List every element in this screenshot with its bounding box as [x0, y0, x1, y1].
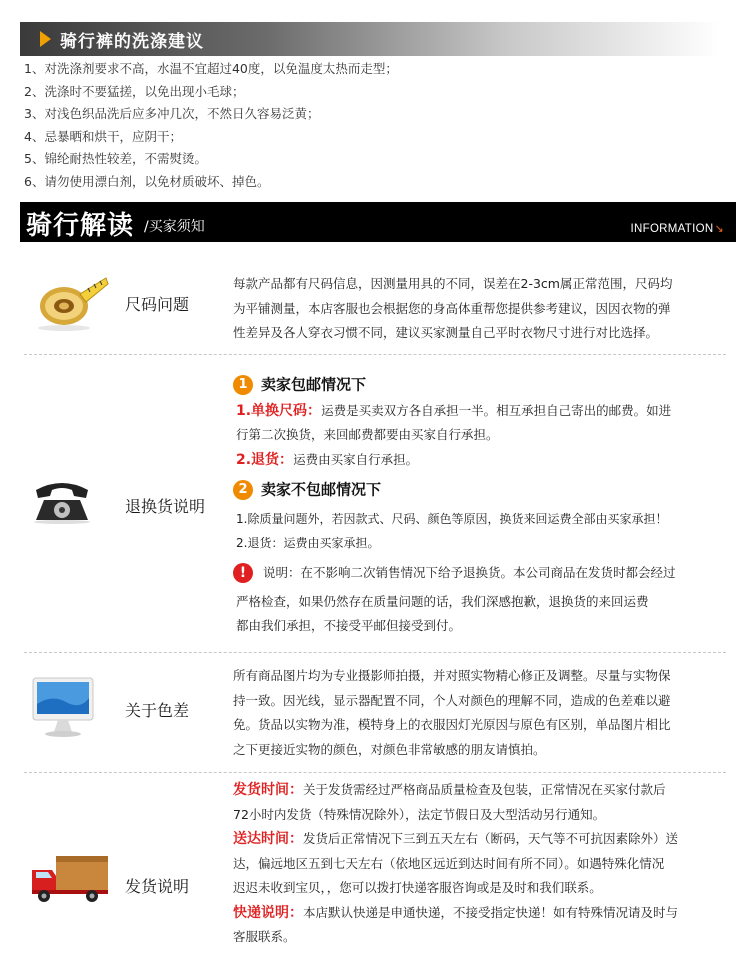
list-item: 3、对浅色织品洗后应多冲几次，不然日久容易泛黄；	[24, 106, 320, 122]
returns-item	[233, 448, 676, 473]
banner-subtitle: /买家须知	[144, 219, 205, 235]
returns-tag: 1.单换尺码：	[236, 402, 322, 419]
size-line: 为平铺测量，本店客服也会根据您的身高体重帮您提供参考建议，因因衣物的弹	[233, 300, 671, 316]
wash-advice-list	[24, 58, 398, 194]
returns-text: 运费是买卖双方各自承担一半。相互承担自己寄出的邮费。如进	[321, 402, 672, 418]
returns-heading-text: 卖家不包邮情况下	[261, 480, 382, 499]
list-item: 1、对洗涤剂要求不高，水温不宜超过40度，以免温度太热而走型；	[24, 61, 398, 76]
shipping-description	[233, 778, 678, 950]
shipping-tag: 送达时间：	[233, 831, 303, 847]
arrow-icon	[40, 31, 51, 47]
shipping-text: 关于发货需经过严格商品质量检查及包装，正常情况在买家付款后	[303, 782, 666, 797]
telephone-icon	[30, 474, 94, 528]
returns-heading-text: 卖家包邮情况下	[261, 375, 367, 394]
shipping-text: 发货后正常情况下三到五天左右（断码，天气等不可抗因素除外）送	[303, 831, 679, 846]
shipping-line: 迟迟未收到宝贝，，您可以拨打快递客服咨询或是及时和我们联系。	[233, 880, 602, 895]
divider	[24, 354, 726, 355]
returns-text: 运费由买家自行承担。	[293, 451, 419, 467]
arrow-down-right-icon: ↘	[714, 223, 724, 235]
color-line: 持一致。因光线，显示器配置不同，个人对颜色的理解不同，造成的色差难以避	[233, 692, 671, 708]
returns-item: 2.退货：运费由买家承担。	[236, 536, 380, 550]
list-item: 5、锦纶耐热性较差，不需熨烫。	[24, 151, 207, 167]
list-item: 2、洗涤时不要猛搓，以免出现小毛球；	[24, 83, 245, 99]
shipping-tag: 快递说明：	[233, 904, 303, 921]
color-description	[233, 664, 671, 762]
returns-label: 退换货说明	[125, 497, 206, 516]
banner-info-text: INFORMATION	[630, 223, 714, 235]
divider	[24, 652, 726, 653]
shipping-label: 发货说明	[125, 877, 190, 896]
shipping-tag: 发货时间：	[233, 782, 303, 798]
color-line: 免。货品以实物为准，模特身上的衣服因灯光原因与原色有区别，单品图片相比	[233, 717, 671, 732]
wash-advice-header	[20, 22, 720, 56]
shipping-section	[20, 774, 736, 960]
note-text: 说明：在不影响二次销售情况下给予退换货。本公司商品在发货时都会经过	[263, 564, 676, 580]
delivery-truck-icon	[30, 852, 110, 908]
monitor-icon	[30, 676, 96, 744]
warning-icon: !	[233, 563, 253, 583]
returns-item: 行第二次换货，来回邮费都要由买家自行承担。	[236, 427, 499, 442]
tape-measure-icon	[30, 272, 110, 336]
returns-tag: 2.退货：	[236, 451, 294, 468]
returns-note-line: 严格检查，如果仍然存在质量问题的话，我们深感抱歉，退换货的来回运费	[236, 593, 649, 609]
color-line: 所有商品图片均为专业摄影师拍摄，并对照实物精心修正及调整。尽量与实物保	[233, 668, 671, 683]
shipping-item	[233, 827, 678, 852]
size-label: 尺码问题	[125, 295, 190, 314]
list-item: 6、请勿使用漂白剂，以免材质破坏、掉色。	[24, 173, 270, 189]
number-badge: 1	[233, 375, 253, 395]
size-description	[233, 272, 672, 346]
size-section	[20, 250, 736, 350]
returns-description	[233, 370, 676, 639]
returns-item	[233, 399, 676, 424]
shipping-text: 本店默认快递是申通快递，不接受指定快递！如有特殊情况请及时与	[303, 904, 679, 920]
shipping-line: 72小时内发货（特殊情况除外），法定节假日及大型活动另行通知。	[233, 806, 606, 822]
shipping-item	[233, 778, 678, 803]
size-line: 每款产品都有尺码信息，因测量用具的不同，误差在2-3cm属正常范围，尺码均	[233, 276, 673, 291]
divider	[24, 772, 726, 773]
list-item: 4、忌暴晒和烘干，应阴干；	[24, 128, 182, 144]
size-line: 性差异及各人穿衣习惯不同，建议买家测量自己平时衣物尺寸进行对比选择。	[233, 325, 659, 340]
color-line: 之下更接近实物的颜色，对颜色非常敏感的朋友请慎拍。	[233, 741, 546, 757]
color-label: 关于色差	[125, 701, 190, 720]
buyer-notice-banner	[20, 202, 736, 242]
banner-info	[631, 222, 724, 235]
shipping-line: 达，偏远地区五到七天左右（依地区远近到达时间有所不同）。如遇特殊化情况	[233, 855, 665, 871]
number-badge: 2	[233, 480, 253, 500]
returns-heading-1	[233, 370, 676, 399]
color-section	[20, 654, 736, 770]
shipping-line: 客服联系。	[233, 929, 296, 944]
returns-section	[20, 356, 736, 646]
returns-heading-2	[233, 472, 676, 507]
returns-note-line: 都由我们承担，不接受平邮但接受到付。	[236, 618, 462, 633]
banner-title: 骑行解读	[26, 211, 135, 241]
shipping-item	[233, 901, 678, 926]
wash-advice-title: 骑行裤的洗涤建议	[60, 32, 204, 52]
returns-note	[233, 556, 676, 590]
returns-item: 1.除质量问题外，若因款式、尺码、颜色等原因，换货来回运费全部由买家承担！	[236, 511, 668, 526]
